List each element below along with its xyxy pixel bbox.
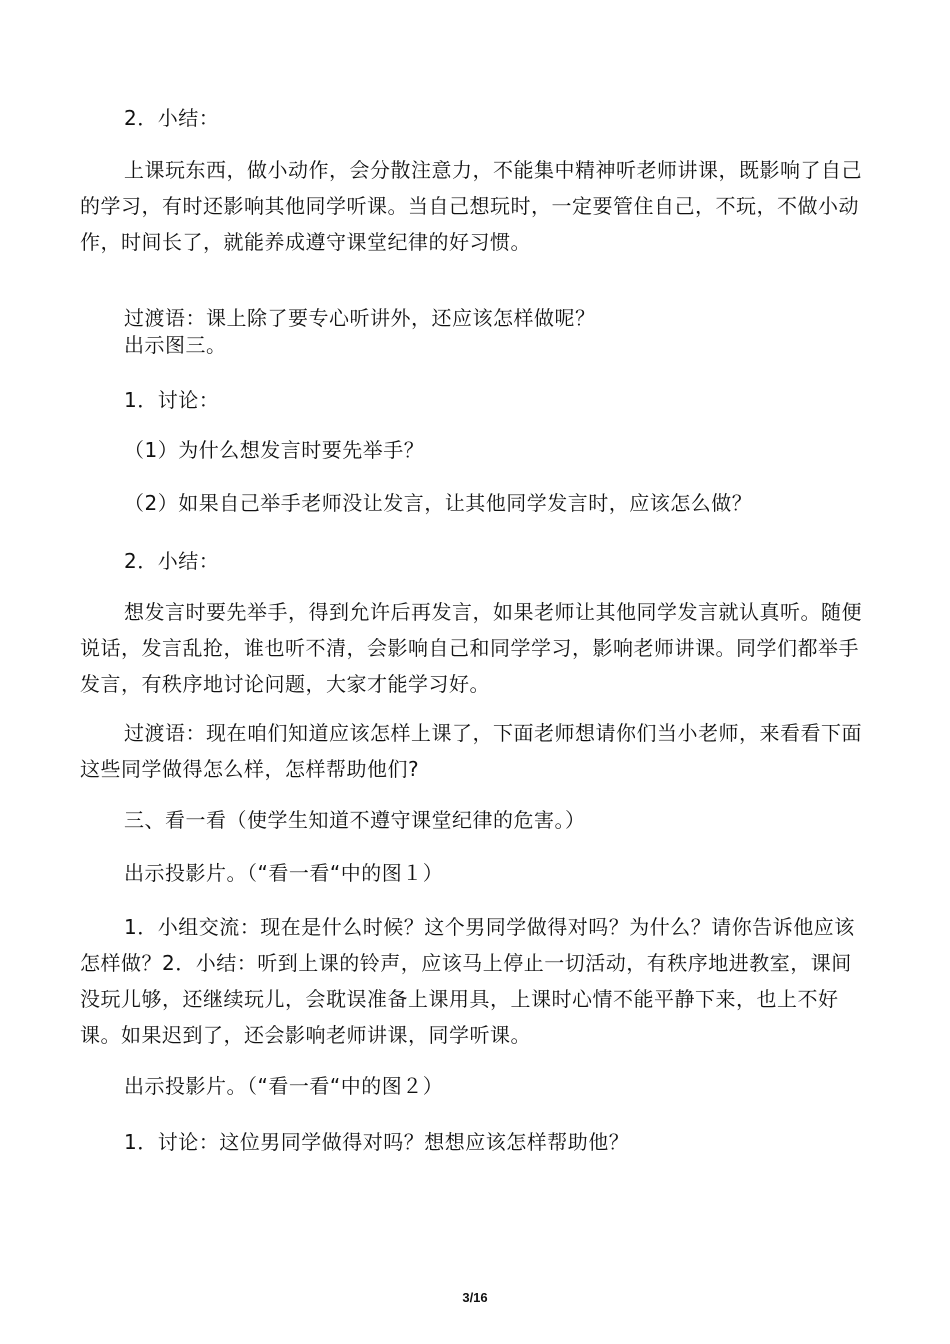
- paragraph-discussion-heading-1: 1．讨论：: [124, 388, 220, 412]
- paragraph-section-three-heading: 三、看一看（使学生知道不遵守课堂纪律的危害。）: [124, 808, 586, 832]
- paragraph-summary-body-2: 想发言时要先举手，得到允许后再发言，如果老师让其他同学发言就认真听。随便说话，发言乱抢，谁也听不清，会影响自己和同学学习，影响老师讲课。同学们都举手发言，有秩序地讨论问题，大家才能学习好。: [80, 600, 862, 696]
- paragraph-summary-heading-2: 2．小结：: [124, 549, 220, 573]
- paragraph-show-slide-1: 出示投影片。（“看一看“中的图１）: [124, 861, 444, 885]
- paragraph-transition-2: 过渡语：现在咱们知道应该怎样上课了，下面老师想请你们当小老师，来看看下面这些同学做得怎么样，怎样帮助他们?: [80, 721, 862, 781]
- page-number: 3/16: [462, 1290, 488, 1305]
- paragraph-group-discussion: 1．小组交流：现在是什么时候？这个男同学做得对吗？为什么？请你告诉他应该怎样做？2．小结：听到上课的铃声，应该马上停止一切活动，有秩序地进教室，课间没玩儿够，还继续玩儿，会耽误准备上课用具，上课时心情不能平静下来，也上不好课。如果迟到了，还会影响老师讲课，同学听课。: [80, 915, 855, 1047]
- paragraph-summary-body-1: 上课玩东西，做小动作，会分散注意力，不能集中精神听老师讲课，既影响了自己的学习，有时还影响其他同学听课。当自己想玩时，一定要管住自己，不玩，不做小动作，时间长了，就能养成遵守课堂纪律的好习惯。: [80, 158, 862, 254]
- paragraph-summary-heading-1: 2．小结：: [124, 106, 220, 130]
- paragraph-question-2: （2）如果自己举手老师没让发言，让其他同学发言时，应该怎么做？: [124, 491, 753, 515]
- paragraph-transition-1: 过渡语：课上除了要专心听讲外，还应该怎样做呢？: [124, 306, 596, 330]
- paragraph-discussion-heading-2: 1．讨论：这位男同学做得对吗？想想应该怎样帮助他？: [124, 1130, 630, 1154]
- paragraph-show-figure-3: 出示图三。: [124, 333, 227, 357]
- paragraph-show-slide-2: 出示投影片。（“看一看“中的图２）: [124, 1074, 444, 1098]
- paragraph-question-1: （1）为什么想发言时要先举手？: [124, 438, 425, 462]
